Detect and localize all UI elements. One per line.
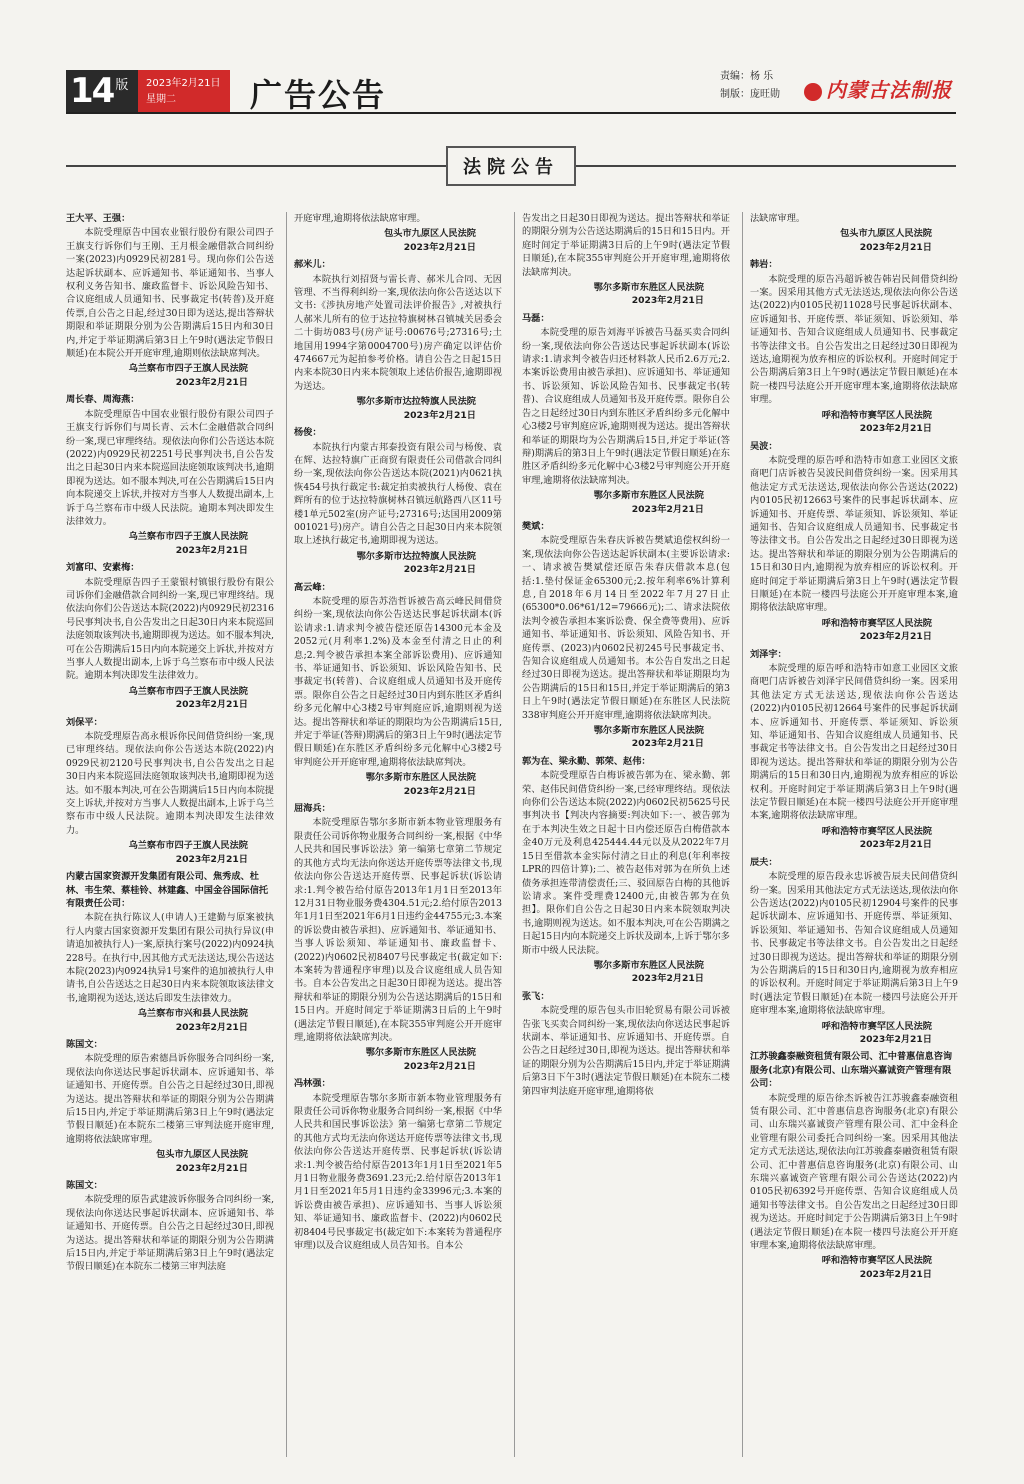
notice-date: 2023年2月21日 (175, 1162, 248, 1174)
court-notice (750, 227, 958, 254)
notice-court: 包头市九原区人民法院 (156, 1149, 248, 1161)
notice-date: 2023年2月21日 (859, 1268, 932, 1280)
notice-court: 呼和浩特市赛罕区人民法院 (821, 617, 932, 629)
court-notice (66, 212, 274, 389)
notice-body: 本院受理的原告包头市旧轮贸易有限公司诉被告张飞买卖合同纠纷一案,现依法向你送达民事起诉状副本、举证通知书、应诉通知书、开庭传票。自公告之日起经过30日,即视为送达。提出答辩状和举证的期限分别为公告期满后15日内,并定于举证期满后第3日下午3时(遇法定节假日顺延)在本院东二楼第四审判法庭开庭审理,逾期将依 (522, 1005, 730, 1097)
notice-court: 鄂尔多斯市达拉特旗人民法院 (356, 550, 476, 562)
notice-party: 马磊： (522, 312, 550, 324)
column-divider (286, 212, 287, 1457)
notice-date: 2023年2月21日 (403, 785, 476, 797)
continued-text: 法缺席审理。 (750, 213, 806, 224)
notice-court: 鄂尔多斯市东胜区人民法院 (365, 772, 476, 784)
notice-date: 2023年2月21日 (859, 1033, 932, 1045)
notice-body: 本院受理原告中国农业银行股份有限公司四子王旗支行诉你们与王刚、王月根金融借款合同纠纷一案(2023)内0929民初281号。现向你们公告送达起诉状副本、应诉通知书、举证通知书、当事人权利义务告知书、廉政监督卡、诉讼风险告知书、合议庭组成人员通知书、民事裁定书(转普)及开庭传票,自公告之日起,经过30日即为送达,提出答辩状期限和举证期限分别为公告期满后15日内和30日内,并定于举证期满后第3日上午9时(遇法定节假日顺延)在本院公开开庭审理,逾期则依法缺席判决。 (66, 227, 274, 360)
notice-date: 2023年2月21日 (631, 738, 704, 750)
court-notice (66, 716, 274, 866)
notice-party: 周长春、周海燕： (66, 394, 140, 406)
notice-body: 本院受理的原告冯超诉被告韩岩民间借贷纠纷一案。因采用其他方式无法送达,现依法向你公告送达(2022)内0105民初11028号民事起诉状副本、应诉通知书、开庭传票、举证须知、诉讼须知、举证通知书、告知合议庭组成人员通知书、民事裁定书等法律文书。自公告发出之日起经过30日即视为送达,逾期视为放弃相应的诉讼权利。开庭时间定于公告期满后第3日上午9时(遇法定节假日顺延)在本院一楼四号法庭公开开庭审理本案,逾期将依法缺席审理。 (750, 273, 958, 406)
notice-party: 韩岩： (750, 259, 778, 271)
notice-party: 郭为在、梁永勤、郭荣、赵伟： (522, 755, 651, 767)
notice-party: 江苏骏鑫泰融资租赁有限公司、汇中普惠信息咨询服务(北京)有限公司、山东瑞兴嘉诚资产管理有限公司： (750, 1051, 953, 1090)
continued-text: 开庭审理,逾期将依法缺席审理。 (294, 213, 426, 224)
notice-court: 鄂尔多斯市东胜区人民法院 (593, 490, 704, 502)
page-number-block (66, 70, 138, 112)
page-suffix: 版 (115, 77, 129, 93)
court-notice (66, 561, 274, 711)
issue-date-block (138, 70, 230, 112)
court-notice (294, 227, 502, 254)
producer-name: 制版：庞旺勋 (720, 89, 780, 100)
notice-court: 乌兰察布市四子王旗人民法院 (128, 363, 248, 375)
notice-date: 2023年2月21日 (175, 544, 248, 556)
notice-court: 乌兰察布市兴和县人民法院 (137, 1008, 248, 1020)
column-3 (522, 212, 730, 1457)
notice-body: 本院受理的原告刘海平诉被告马磊买卖合同纠纷一案,现依法向你公告送达民事起诉状副本(诉讼请求:1.请求判令被告归还材料款人民币2.6万元;2.本案诉讼费用由被告承担)、应诉通知书、举证通知书、诉讼须知、诉讼风险告知书、民事裁定书(转普)、合议庭组成人员通知书及开庭传票。限你自公告之日起经过30日内到东胜区矛盾纠纷多元化解中心3楼2号审判庭应诉,逾期则视为送达。提出答辩状和举证的期限均为公告期满后15日,并定于举证(答辩)期满后的第3日上午9时(遇法定节假日顺延)在东胜区矛盾纠纷多元化解中心3楼2号审判庭公开开庭审理,逾期将依法缺席判决。 (522, 327, 730, 486)
editor-credits (720, 68, 780, 104)
notice-court: 鄂尔多斯市达拉特旗人民法院 (356, 396, 476, 408)
notice-date: 2023年2月21日 (175, 699, 248, 711)
notice-body: 本院受理的原告徐杰诉被告江苏骏鑫泰融资租赁有限公司、汇中普惠信息咨询服务(北京)有限公司、山东瑞兴嘉诚资产管理有限公司、汇中金科企业管理有限公司委托合同纠纷一案。因采用其他法定方式无法送达,现依法向江苏骏鑫泰融资租赁有限公司、汇中普惠信息咨询服务(北京)有限公司、山东瑞兴嘉诚资产管理有限公司公告送达(2022)内0105民初6392号开庭传票、告知合议庭组成人员通知书等法律文书。自公告发出之日起经过30日即视为送达。开庭时间定于公告期满后第3日上午9时(遇法定节假日顺延)在本院一楼四号法庭公开开庭审理本案,逾期将依法缺席审理。 (750, 1092, 958, 1252)
column-divider (514, 212, 515, 1457)
notice-body: 本院受理原告鄂尔多斯市新本物业管理服务有限责任公司诉你物业服务合同纠纷一案,根据《中华人民共和国民事诉讼法》第一编第七章第二节规定的其他方式均无法向你送达开庭传票等法律文书,现依法向你公告送达开庭传票、民事起诉状(诉讼请求:1.判令被告给付原告2013年1月1日至2021年5月1日物业服务费3691.23元;2.给付原告2013年1月1日至2021年5月1日违约金33996元;3.本案的诉讼费由被告承担)、应诉通知书、当事人诉讼须知、举证通知书、廉政监督卡、(2022)内0602民初8404号民事裁定书(裁定如下:本案转为普通程序审理)以及合议庭组成人员告知书。自本公 (294, 1092, 502, 1252)
court-notice (294, 1077, 502, 1252)
notice-date: 2023年2月21日 (403, 241, 476, 253)
notice-court: 鄂尔多斯市东胜区人民法院 (593, 959, 704, 971)
editor-name: 责编：杨 乐 (720, 71, 774, 82)
notice-court: 鄂尔多斯市东胜区人民法院 (593, 282, 704, 294)
notice-body: 本院受理的原告段永忠诉被告辰夫民间借贷纠纷一案。因采用其他法定方式无法送达,现依法向你公告送达(2022)内0105民初12904号案件的民事起诉状副本、应诉通知书、开庭传票、举证须知、诉讼须知、举证通知书、告知合议庭组成人员通知书、民事裁定书等法律文书。自公告发出之日起经过30日即视为送达。提出答辩状和举证的期限分别为公告期满后的15日和30日内,逾期视为放弃相应的诉讼权利。开庭时间定于举证期满后第3日上午9时(遇法定节假日顺延)在本院一楼四号法庭公开开庭审理本案,逾期将依法缺席审理。 (750, 871, 958, 1017)
notice-body: 本院受理的原告武建波诉你服务合同纠纷一案,现依法向你送达民事起诉状副本、应诉通知书、举证通知书、开庭传票。自公告之日起经过30日,即视为送达。提出答辩状和举证的期限分别为公告期满后15日内,并定于举证期满后第3日上午9时(遇法定节假日顺延)在本院东二楼第三审判法庭 (66, 1194, 274, 1273)
court-notice (66, 870, 274, 1034)
court-notice (294, 426, 502, 576)
notice-date: 2023年2月21日 (403, 564, 476, 576)
notice-body: 本院受理原告四子王蒙银村镇银行股份有限公司诉你们金融借款合同纠纷一案,现已审理终结。现依法向你们公告送达本院(2022)内0929民初2316号民事判决书,自公告发出之日起30日内来本院巡回法庭领取该判决书,逾期即视为送达。如不服本判决,可在公告期满后15日内向本院递交上诉状,并按对方当事人人数提出副本,上诉于乌兰察布市中级人民法院。逾期本判决即发生法律效力。 (66, 576, 274, 682)
notice-party: 郝米儿： (294, 259, 331, 271)
notice-date: 2023年2月21日 (859, 839, 932, 851)
notice-body: 本院受理原告中国农业银行股份有限公司四子王旗支行诉你们与周长青、云木仁金融借款合同纠纷一案,现已审理终结。现依法向你们公告送达本院(2022)内0929民初2251号民事判决书,自公告发出之日起30日内来本院巡回法庭领取该判决书,逾期即视为送达。如不服本判决,可在公告期满后15日内向本院递交上诉状,并按对方当事人人数提出副本,上诉于乌兰察布市中级人民法院。逾期本判决即发生法律效力。 (66, 408, 274, 527)
notice-court: 乌兰察布市四子王旗人民法院 (128, 531, 248, 543)
court-notice (294, 802, 502, 1073)
issue-weekday: 星期二 (146, 94, 176, 105)
notice-party: 陈国文： (66, 1180, 103, 1192)
notice-date: 2023年2月21日 (175, 853, 248, 865)
banner-line-right (576, 165, 956, 167)
section-banner (66, 146, 956, 186)
page-header (66, 66, 956, 126)
continued-text: 告发出之日起30日即视为送达。提出答辩状和举证的期限分别为公告送达期满后的15日和15日内。开庭时间定于举证期满3日后的上午9时(遇法定节假日顺延),在本院355审判庭公开开庭审理,逾期将依法缺席判决。 (522, 213, 730, 278)
notice-court: 乌兰察布市四子王旗人民法院 (128, 685, 248, 697)
notice-party: 冯林强： (294, 1078, 331, 1090)
court-notice (66, 1038, 274, 1175)
court-notice (522, 312, 730, 516)
notice-party: 张飞： (522, 990, 550, 1002)
court-notice (750, 440, 958, 644)
notice-party: 高云峰： (294, 581, 331, 593)
notice-party: 陈国文： (66, 1038, 103, 1050)
notice-party: 刘富印、安素梅： (66, 562, 140, 574)
notice-party: 辰夫： (750, 856, 778, 868)
notice-court: 呼和浩特市赛罕区人民法院 (821, 1020, 932, 1032)
notice-body: 本院受理的原告呼和浩特市如意工业园区文旅商吧门店诉被告刘泽宇民间借贷纠纷一案。因采用其他法定方式无法送达,现依法向你公告送达(2022)内0105民初12664号案件的民事起诉状副本、应诉通知书、开庭传票、举证须知、诉讼须知、举证通知书、告知合议庭组成人员通知书、民事裁定书等法律文书。自公告发出之日起经过30日即视为送达。提出答辩状和举证的期限分别为公告期满后的15日和30日内,逾期视为放弃相应的诉讼权利。开庭时间定于举证期满后第3日上午9时(遇法定节假日顺延)在本院一楼四号法庭公开开庭审理本案,逾期将依法缺席审理。 (750, 663, 958, 822)
court-notice (750, 648, 958, 852)
court-notice (522, 281, 730, 308)
notice-date: 2023年2月21日 (175, 1021, 248, 1033)
court-notice (66, 393, 274, 557)
notice-body: 本院受理原告白梅诉被告郭为在、梁永勤、郭荣、赵伟民间借贷纠纷一案,已经审理终结。现依法向你们公告送达本院(2022)内0602民初5625号民事判决书【判决内容摘要:判决如下:一、被告郭为在于本判决生效之日起十日内偿还原告白梅借款本金40万元及利息425444.44元以及从2022年7月15日至借款本金实际付清之日止的利息(年利率按LPR的四倍计算);二、被告赵伟对郭为在所负上述债务承担连带清偿责任;三、驳回原告白梅的其他诉讼请求。案件受理费12400元,由被告郭为在负担】。限你们自公告之日起30日内来本院领取判决书,逾期则视为送达。如不服本判决,可在公告期满之日起15日内向本院递交上诉状及副本,上诉于鄂尔多斯市中级人民法院。 (522, 770, 730, 956)
newspaper-logo (804, 74, 952, 103)
notice-court: 乌兰察布市四子王旗人民法院 (128, 840, 248, 852)
notice-party: 刘泽宇： (750, 648, 787, 660)
notice-court: 包头市九原区人民法院 (384, 228, 476, 240)
notice-court: 呼和浩特市赛罕区人民法院 (821, 1255, 932, 1267)
notice-date: 2023年2月21日 (403, 409, 476, 421)
column-1 (66, 212, 274, 1457)
notice-body: 本院受理原告朱春庆诉被告樊斌追偿权纠纷一案,现依法向你公告送达起诉状副本(主要诉讼请求:一、请求被告樊斌偿还原告朱春庆借款本息(包括:1.垫付保证金65300元;2.按年利率6%计算利息,自2018年6月14日至2022年7月27日止(65300*0.06*61/12=79666元);二、请求法院依法判令被告承担本案诉讼费、保全费等费用)、应诉通知书、举证通知书、诉讼须知、风险告知书、开庭传票、(2023)内0602民初245号民事裁定书、告知合议庭组成人员通知书。本公告自发出之日起经过30日即视为送达。提出答辩状和举证期限均为公告期满后的15日和15日,并定于举证期满后的第3日上午9时(遇法定节假日顺延)在东胜区人民法院338审判庭公开开庭审理,逾期将依法缺席判决。 (522, 535, 730, 721)
notice-party: 吴波： (750, 440, 778, 452)
notice-court: 鄂尔多斯市东胜区人民法院 (365, 1047, 476, 1059)
notice-body: 本院执行刘招贤与雷长青、郝米儿合同、无因管理、不当得利纠纷一案,现依法向你公告送达以下文书:《涉执房地产处置司法评价报告》,对被执行人郝米儿所有的位于达拉特旗树林召镇城关居委会二十街坊083号(房产证号:00676号;27316号;土地国用1994字第0004700号)房产确定以评估价474667元为起拍参考价格。请自公告之日起15日内来本院30日内来本院领取上述估价报告,逾期即视为送达。 (294, 273, 502, 392)
header-divider (66, 112, 956, 114)
page-number: 14 (70, 71, 114, 111)
banner-box (446, 146, 576, 186)
banner-title: 法院公告 (463, 157, 559, 178)
notice-body: 本院受理原告高永根诉你民间借贷纠纷一案,现已审理终结。现依法向你公告送达本院(2022)内0929民初2120号民事判决书,自公告发出之日起30日内来本院巡回法庭领取该判决书,逾期即视为送达。如不服本判决,可在公告期满后15日内向本院提交上诉状,并按对方当事人人数提出副本,上诉于乌兰察布市中级人民法院。逾期本判决即发生法律效力。 (66, 731, 274, 836)
court-notice (294, 581, 502, 799)
column-4 (750, 212, 958, 1457)
column-divider (742, 212, 743, 1457)
section-title: 广告公告 (250, 76, 387, 114)
notice-date: 2023年2月21日 (175, 376, 248, 388)
court-notice (750, 856, 958, 1047)
notice-body: 本院受理的原告索德昌诉你服务合同纠纷一案,现依法向你送达民事起诉状副本、应诉通知书、举证通知书、开庭传票。自公告之日起经过30日,即视为送达。提出答辩状和举证的期限分别为公告期满后15日内,并定于举证期满后第3日上午9时(遇法定节假日顺延)在本院东二楼第三审判法庭开庭审理,逾期将依法缺席审理。 (66, 1053, 274, 1145)
notice-party: 樊斌： (522, 520, 550, 532)
court-notice (522, 755, 730, 986)
notice-date: 2023年2月21日 (631, 973, 704, 985)
notice-party: 内蒙古国家资源开发集团有限公司、焦秀成、杜林、韦生荣、蔡桂铃、林建鑫、中国金谷国际信托有限责任公司： (66, 871, 269, 909)
newspaper-logo-icon (804, 83, 822, 101)
notice-date: 2023年2月21日 (631, 503, 704, 515)
notice-court: 呼和浩特市赛罕区人民法院 (821, 409, 932, 421)
notice-date: 2023年2月21日 (403, 1060, 476, 1072)
notice-party: 屈海兵： (294, 803, 331, 815)
court-notice (66, 1179, 274, 1274)
court-notice (750, 1050, 958, 1281)
notice-date: 2023年2月21日 (859, 423, 932, 435)
court-notice (522, 520, 730, 751)
court-notice (522, 990, 730, 1098)
notice-party: 刘保平： (66, 716, 103, 728)
notice-body: 本院受理的原告呼和浩特市如意工业园区文旅商吧门店诉被告吴波民间借贷纠纷一案。因采用其他法定方式无法送达,现依法向你公告送达(2022)内0105民初12663号案件的民事起诉状副本、应诉通知书、开庭传票、举证须知、诉讼须知、举证通知书、告知合议庭组成人员通知书、民事裁定书等法律文书。自公告发出之日起经过30日即视为送达。提出答辩状和举证的期限分别为公告期满后的15日和30日内,逾期视为放弃相应的诉讼权利。开庭时间定于举证期满后第3日上午9时(遇法定节假日顺延)在本院一楼四号法庭公开开庭审理本案,逾期将依法缺席审理。 (750, 454, 958, 614)
notice-body: 本院执行内蒙古邦泰投资有限公司与杨俊、袁在辉、达拉特旗广正商贸有限责任公司借款合同纠纷一案,现依法向你公告送达本院(2021)内0621执恢454号执行裁定书:裁定拍卖被执行人杨俊、袁在辉所有的位于达拉特旗树林召镇远航路西八区11号楼1单元502室(房产证号;27316号;达国用2009第001021号)房产。请自公告之日起30日内来本院领取上述执行裁定书,逾期即视为送达。 (294, 441, 502, 547)
notice-body: 本院在执行陈议人(申请人)王建勤与原案被执行人内蒙古国家资源开发集团有限公司执行异议(申请追加被执行人)一案,原执行案号(2022)内0924执228号。在执行中,因其他方式无法送达,现公告送达本院(2023)内0924执异1号案件的追加被执行人申请书,自公告送达之日起30日内来本院领取该法律文书,逾期视为送达,送达后即发生法律效力。 (66, 912, 274, 1004)
issue-date: 2023年2月21日 (146, 78, 221, 89)
court-notice (294, 258, 502, 422)
banner-line-left (66, 165, 446, 167)
notice-date: 2023年2月21日 (859, 631, 932, 643)
notice-body: 本院受理的原告苏浩哲诉被告高云峰民间借贷纠纷一案,现依法向你公告送达民事起诉状副本(诉讼请求:1.请求判令被告偿还原告14300元本金及2052元(月利率1.2%)及本金至付清之日止的利息;2.判令被告承担本案全部诉讼费用)、应诉通知书、举证通知书、诉讼须知、诉讼风险告知书、民事裁定书(转普)、合议庭组成人员通知书及开庭传票。限你自公告之日起经过30日内到东胜区矛盾纠纷多元化解中心3楼2号审判庭应诉,逾期则视为送达。提出答辩状和举证的期限均为公告期满后15日,并定于举证(答辩)期满后的第3日上午9时(遇法定节假日顺延)在东胜区矛盾纠纷多元化解中心3楼2号审判庭公开开庭审理,逾期将依法缺席判决。 (294, 595, 502, 768)
notice-columns (66, 212, 956, 1457)
newspaper-name: 内蒙古法制报 (826, 78, 952, 102)
court-notice (750, 258, 958, 435)
notice-body: 本院受理原告鄂尔多斯市新本物业管理服务有限责任公司诉你物业服务合同纠纷一案,根据《中华人民共和国民事诉讼法》第一编第七章第二节规定的其他方式均无法向你送达开庭传票等法律文书,现依法向你公告送达开庭传票、民事起诉状(诉讼请求:1.判令被告给付原告2013年1月1日至2013年12月31日物业服务费4304.51元;2.给付原告2013年1月1日至2021年6月1日违约金44755元;3.本案的诉讼费由被告承担)、应诉通知书、举证通知书、当事人诉讼须知、举证通知书、廉政监督卡、(2022)内0602民初8407号民事裁定书(裁定如下:本案转为普通程序审理)以及合议庭组成人员告知书。自本公告发出之日起30日即视为送达。提出答辩状和举证的期限分别为公告送达期满后的15日和15日内。开庭时间定于举证期满3日后的上午9时(遇法定节假日顺延),在本院355审判庭公开开庭审理,逾期将依法缺席判决。 (294, 817, 502, 1043)
notice-court: 鄂尔多斯市东胜区人民法院 (593, 725, 704, 737)
notice-party: 王大平、王强： (66, 213, 131, 224)
notice-court: 包头市九原区人民法院 (840, 228, 932, 240)
notice-court: 呼和浩特市赛罕区人民法院 (821, 825, 932, 837)
notice-date: 2023年2月21日 (631, 295, 704, 307)
notice-date: 2023年2月21日 (859, 241, 932, 253)
column-2 (294, 212, 502, 1457)
notice-party: 杨俊： (294, 427, 322, 439)
